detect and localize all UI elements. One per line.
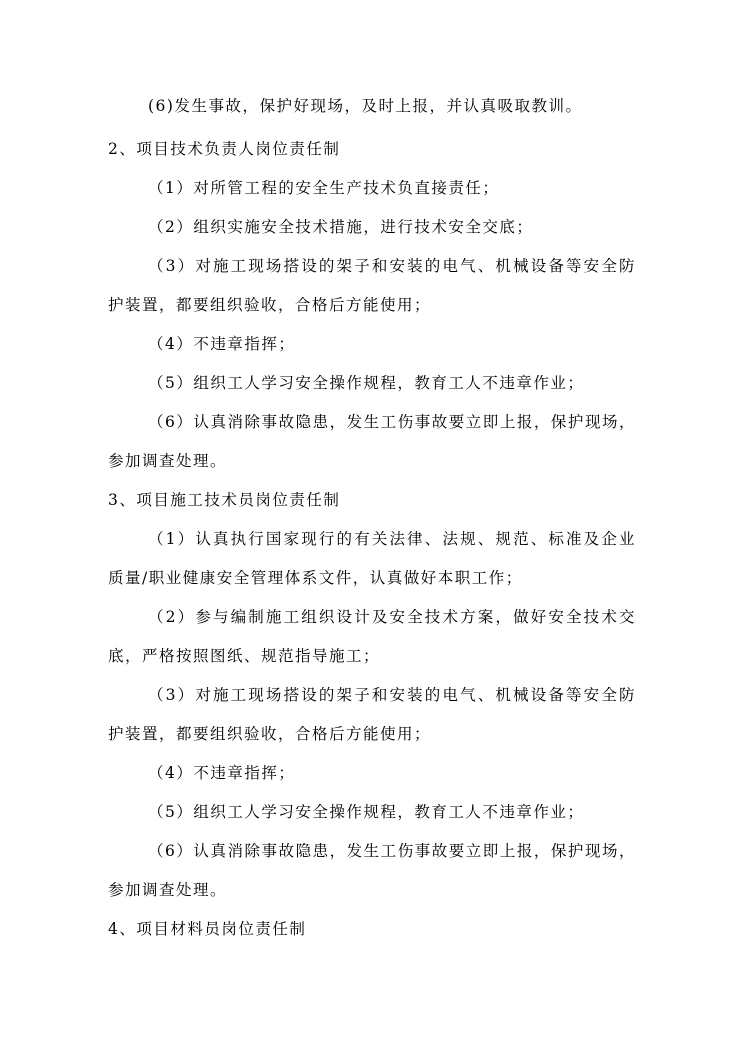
- paragraph-line: 护装置，都要组织验收，合格后方能使用；: [108, 296, 432, 314]
- paragraph-line: （1）认真执行国家现行的有关法律、法规、规范、标准及企业: [148, 530, 636, 548]
- paragraph-line: （5）组织工人学习安全操作规程，教育工人不违章作业；: [148, 374, 585, 392]
- section-heading: 3、项目施工技术员岗位责任制: [108, 491, 341, 509]
- paragraph-line: （2）参与编制施工组织设计及安全技术方案，做好安全技术交: [148, 608, 636, 626]
- paragraph-line: （6）认真消除事故隐患，发生工伤事故要立即上报，保护现场，: [148, 842, 636, 860]
- section-heading: 2、项目技术负责人岗位责任制: [108, 140, 341, 158]
- paragraph-line: （2）组织实施安全技术措施，进行技术安全交底；: [148, 218, 534, 236]
- paragraph-line: （1）对所管工程的安全生产技术负直接责任；: [148, 179, 500, 197]
- paragraph-line: （4）不违章指挥；: [148, 764, 296, 782]
- paragraph-line: （4）不违章指挥；: [148, 335, 296, 353]
- paragraph-line: （3）对施工现场搭设的架子和安装的电气、机械设备等安全防: [148, 257, 636, 275]
- paragraph-line: （6）认真消除事故隐患，发生工伤事故要立即上报，保护现场，: [148, 413, 636, 431]
- paragraph-line: 护装置，都要组织验收，合格后方能使用；: [108, 725, 432, 743]
- paragraph-line: 底，严格按照图纸、规范指导施工；: [108, 647, 381, 665]
- paragraph-line: 参加调查处理。: [108, 452, 228, 470]
- paragraph-line: 参加调查处理。: [108, 881, 228, 899]
- paragraph-line: (6)发生事故，保护好现场，及时上报，并认真吸取教训。: [148, 97, 583, 115]
- paragraph-line: （3）对施工现场搭设的架子和安装的电气、机械设备等安全防: [148, 686, 636, 704]
- paragraph-line: 质量/职业健康安全管理体系文件，认真做好本职工作；: [108, 569, 523, 587]
- paragraph-line: （5）组织工人学习安全操作规程，教育工人不违章作业；: [148, 803, 585, 821]
- section-heading: 4、项目材料员岗位责任制: [108, 920, 307, 938]
